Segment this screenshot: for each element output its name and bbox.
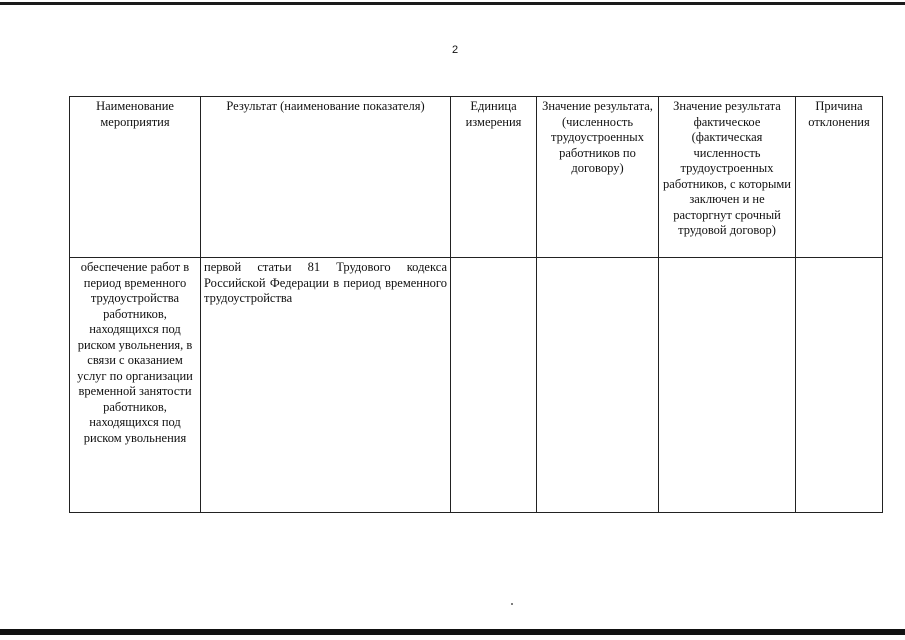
scan-speck	[511, 603, 513, 605]
header-planned-value: Значение результата, (численность трудоустроенных работников по договору)	[537, 97, 659, 258]
page-bottom-edge	[0, 629, 905, 635]
cell-event-name: обеспечение работ в период временного трудоустройства работников, находящихся под риском увольнения, в связи с оказанием услуг по организации временной занятости работников, находящихся под риском увольнения	[70, 258, 201, 513]
results-table	[69, 96, 883, 513]
header-result: Результат (наименование показателя)	[201, 97, 451, 258]
table-header-row	[70, 97, 883, 258]
cell-result: первой статьи 81 Трудового кодекса Российской Федерации в период временного трудоустройства	[201, 258, 451, 513]
cell-deviation-reason	[796, 258, 883, 513]
header-event-name: Наименование мероприятия	[70, 97, 201, 258]
page-number: 2	[451, 44, 459, 56]
cell-actual-value	[659, 258, 796, 513]
table-row	[70, 258, 883, 513]
cell-unit	[451, 258, 537, 513]
cell-planned-value	[537, 258, 659, 513]
header-unit: Единица измерения	[451, 97, 537, 258]
page-top-edge	[0, 2, 905, 5]
header-deviation-reason: Причина отклонения	[796, 97, 883, 258]
header-actual-value: Значение результата фактическое (фактическая численность трудоустроенных работников, с которыми заключен и не расторгнут срочный трудовой договор)	[659, 97, 796, 258]
